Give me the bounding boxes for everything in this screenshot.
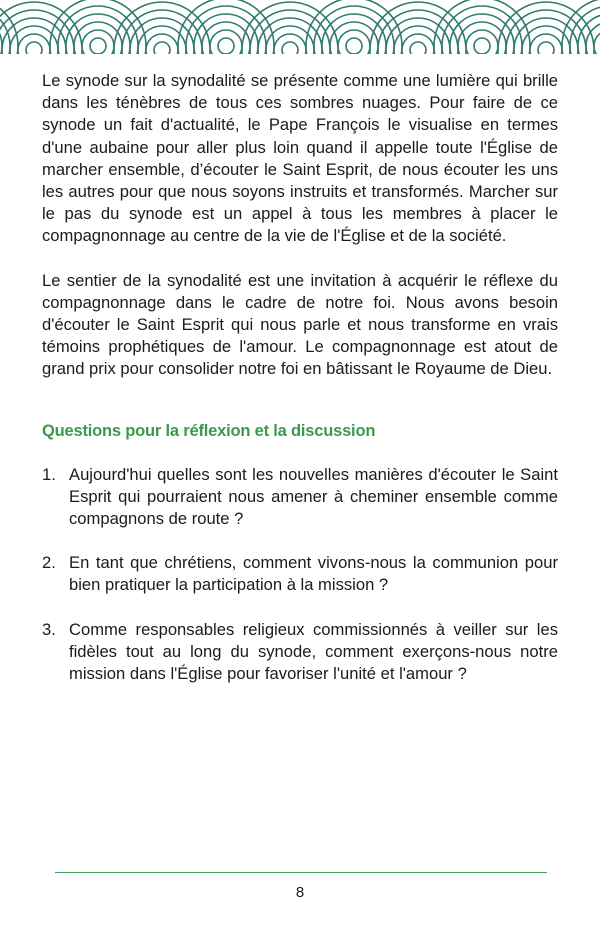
header-arc: [146, 34, 178, 54]
questions-list: [42, 464, 558, 686]
header-arc: [90, 38, 106, 54]
header-decoration: [0, 0, 600, 54]
header-arc: [26, 42, 42, 54]
header-arc: [434, 0, 530, 54]
footer-divider: [55, 872, 547, 873]
header-arc: [594, 30, 600, 54]
question-text: En tant que chrétiens, comment vivons-nous la communion pour bien pratiquer la participation à la mission ?: [69, 553, 558, 595]
body-paragraph-1: Le synode sur la synodalité se présente comme une lumière qui brille dans les ténèbres de tous ces sombres nuages. Pour faire de ce synode un fait d'actualité, le Pape François le visualise en termes d'une aubaine pour aller plus loin quand il appelle toute l'Église de marcher ensemble, d’écouter le Saint Esprit, de nous écouter les uns les autres pour que nous soyons instruits et transformés. Marcher sur le pas du synode est un appel à tous les membres à placer le compagnonnage au centre de la vie de l'Église et de la société.: [42, 71, 558, 246]
header-arc: [210, 30, 242, 54]
header-arc: [194, 14, 258, 54]
header-arc: [250, 10, 330, 54]
question-item: [42, 464, 558, 531]
question-number: 1.: [42, 464, 56, 484]
header-arc: [322, 14, 386, 54]
header-arc: [82, 30, 114, 54]
header-arc: [18, 34, 50, 54]
header-arc: [0, 10, 74, 54]
header-arc: [474, 38, 490, 54]
body-paragraph-2: Le sentier de la synodalité est une invitation à acquérir le réflexe du compagnonnage dans le cadre de notre foi. Nous avons besoin d'écouter le Saint Esprit qui nous parle et nous transforme en vrais témoins prophétiques de l'amour. Le compagnonnage est atout de grand prix pour consolider notre foi en bâtissant le Royaume de Dieu.: [42, 270, 558, 379]
header-arc: [274, 34, 306, 54]
header-arc: [410, 42, 426, 54]
header-arc: [50, 0, 146, 54]
question-number: 2.: [42, 553, 56, 573]
header-arc: [282, 42, 298, 54]
header-arc: [346, 38, 362, 54]
page-content: [42, 70, 558, 685]
question-item: [42, 619, 558, 686]
header-arc: [466, 30, 498, 54]
header-arc: [538, 42, 554, 54]
page-number: 8: [295, 884, 305, 901]
question-number: 3.: [42, 619, 56, 639]
question-text: Aujourd'hui quelles sont les nouvelles manières d'écouter le Saint Esprit qui pourraient nous amener à cheminer ensemble comme compagnons de route ?: [69, 464, 558, 529]
question-item: [42, 552, 558, 596]
header-arc: [338, 30, 370, 54]
header-arc: [306, 0, 402, 54]
header-arc: [122, 10, 202, 54]
header-arc: [178, 0, 274, 54]
header-arc: [218, 38, 234, 54]
header-arc: [66, 14, 130, 54]
header-arc: [530, 34, 562, 54]
header-arc: [154, 42, 170, 54]
header-arc: [402, 34, 434, 54]
header-arc: [450, 14, 514, 54]
header-arc: [378, 10, 458, 54]
question-text: Comme responsables religieux commissionnés à veiller sur les fidèles tout au long du synode, comment exerçons-nous notre mission dans l'Église pour favoriser l'unité et l'amour ?: [69, 619, 558, 684]
header-arc: [506, 10, 586, 54]
questions-heading: Questions pour la réflexion et la discussion: [42, 421, 376, 440]
